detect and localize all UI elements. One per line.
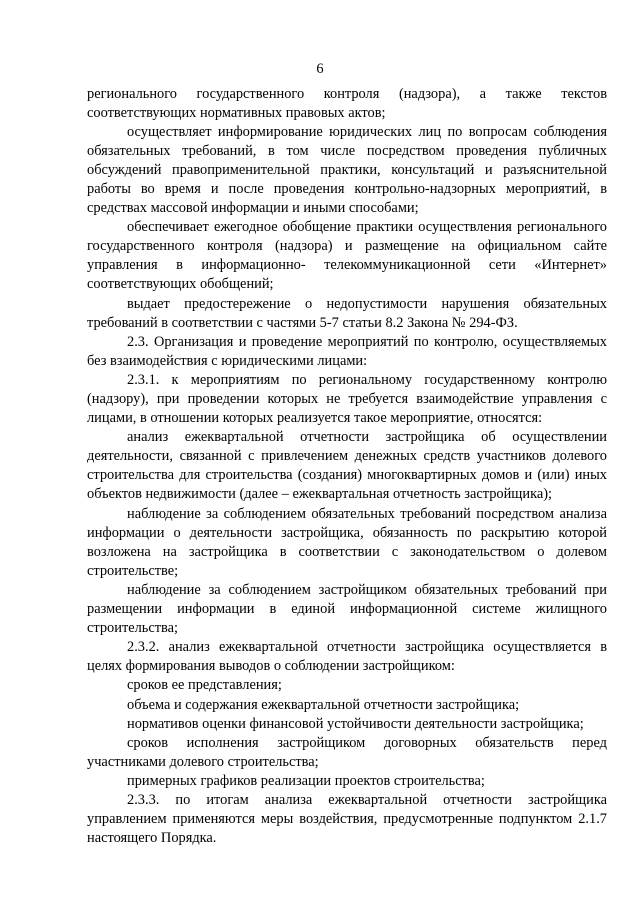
paragraph: обеспечивает ежегодное обобщение практики осуществления регионального государственного контроля (надзора) и размещение на официальном сайте управления в информационно- телекоммуникационной сети «Интернет» соответствующих обобщений; [87, 219, 607, 293]
paragraph: 2.3.3. по итогам анализа ежеквартальной отчетности застройщика управлением применяются меры воздействия, предусмотренные подпунктом 2.1.7 настоящего Порядка. [87, 791, 607, 847]
list-item: сроков исполнения застройщиком договорных обязательств перед участниками долевого строительства; [87, 734, 607, 770]
page-number: 6 [316, 61, 324, 77]
list-item: сроков ее представления; [127, 677, 282, 694]
list-item: примерных графиков реализации проектов строительства; [127, 772, 485, 789]
list-item: нормативов оценки финансовой устойчивости деятельности застройщика; [127, 715, 584, 732]
paragraph: 2.3.1. к мероприятиям по региональному государственному контролю (надзору), при проведении которых не требуется взаимодействие управления с лицами, в отношении которых реализуется такое мероприятие, относятся: [87, 371, 607, 427]
paragraph: анализ ежеквартальной отчетности застройщика об осуществлении деятельности, связанной с привлечением денежных средств участников долевого строительства для строительства (создания) многоквартирных домов и (или) иных объектов недвижимости (далее – ежеквартальная отчетность застройщика); [87, 429, 607, 503]
list-item: объема и содержания ежеквартальной отчетности застройщика; [127, 696, 520, 713]
paragraph: выдает предостережение о недопустимости нарушения обязательных требований в соответствии с частями 5-7 статьи 8.2 Закона № 294-ФЗ. [87, 295, 607, 331]
paragraph: наблюдение за соблюдением застройщиком обязательных требований при размещении информации в единой информационной системе жилищного строительства; [87, 581, 607, 637]
paragraph: наблюдение за соблюдением обязательных требований посредством анализа информации о деятельности застройщика, обязанность по раскрытию которой возложена на застройщика в соответствии с законодательством о долевом строительстве; [87, 505, 607, 579]
paragraph: регионального государственного контроля (надзора), а также текстов соответствующих нормативных правовых актов; [87, 85, 607, 121]
paragraph: 2.3.2. анализ ежеквартальной отчетности застройщика осуществляется в целях формирования выводов о соблюдении застройщиком: [87, 639, 607, 675]
document-body [87, 85, 607, 849]
paragraph: осуществляет информирование юридических лиц по вопросам соблюдения обязательных требований, в том числе посредством проведения публичных обсуждений правоприменительной практики, консультаций и разъяснительной работы во время и после проведения контрольно-надзорных мероприятий, в средствах массовой информации и иными способами; [87, 123, 607, 217]
section-heading: 2.3. Организация и проведение мероприятий по контролю, осуществляемых без взаимодействия с юридическими лицами: [87, 333, 607, 369]
